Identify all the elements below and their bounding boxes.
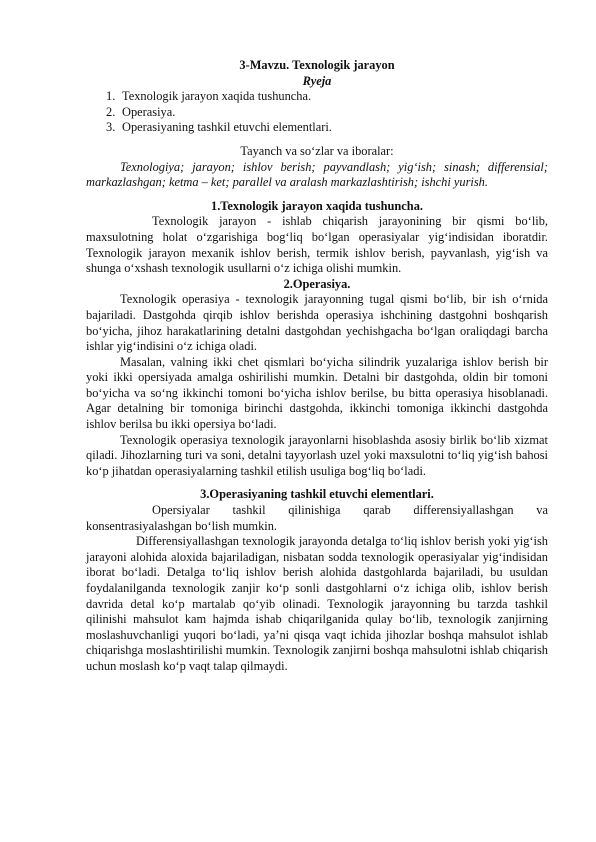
section-2-heading: 2.Operasiya.: [283, 276, 351, 291]
plan-item: 2. Operasiya.: [106, 104, 176, 119]
section-3-paragraph-1: Opersiyalar tashkil qilinishiga qarab differensiyallashgan va konsentrasiyalashgan bo‘lish mumkin.: [86, 503, 548, 533]
document-title: 3-Mavzu. Texnologik jarayon: [239, 58, 395, 72]
section-3-heading: 3.Operasiyaning tashkil etuvchi elementlari.: [200, 487, 434, 502]
keywords-heading: Tayanch va so‘zlar va iboralar:: [240, 143, 394, 158]
section-1-paragraph: Texnologik jarayon - ishlab chiqarish jarayonining bir qismi bo‘lib, maxsulotning holat o‘zgarishiga bog‘liq bo‘lgan operasiyalar yig‘indisidan iboratdir. Texnologik jarayon mexanik ishlov berish, termik ishlov berish, payvanlash, yig‘ish va shunga o‘xshash texnologik usullarni o‘z ichiga olishi mumkin.: [86, 214, 548, 276]
section-2-paragraph-2: Masalan, valning ikki chet qismlari bo‘yicha silindrik yuzalariga ishlov berish bir yoki ikki opersiyada amalga oshirilishi mumkin. Detalni bir dastgohda, oldin bir tomoni bo‘yicha va so‘ng ikkinchi tomoni bo‘yicha ishlov berilse, bu bitta operasiya hisoblanadi. Agar detalning bir tomoniga birinchi dastgohda, ikkinchi tomoniga ikkinchi dastgohda ishlov berilsa bu ikki opersiya bo‘ladi.: [86, 354, 548, 432]
section-2-paragraph-3: Texnologik operasiya texnologik jarayonlarni hisoblashda asosiy birlik bo‘lib xizmat qiladi. Jihozlarning turi va soni, detalni tayyorlash uzel yoki maxsulotni to‘liq yig‘ish bahosi ko‘p jihatdan operasiyalarning tashkil etilish usuliga bog‘liq bo‘ladi.: [86, 432, 548, 478]
section-1-heading: 1.Texnologik jarayon xaqida tushuncha.: [211, 198, 423, 213]
keywords-text: Texnologiya; jarayon; ishlov berish; payvandlash; yig‘ish; sinash; differensial; markazlashgan; ketma – ket; parallel va aralash markazlashtirish; ishchi yurish.: [86, 159, 548, 190]
plan-item: 1. Texnologik jarayon xaqida tushuncha.: [106, 89, 312, 104]
plan-list: [86, 89, 548, 136]
plan-label: Ryeja: [302, 73, 332, 88]
plan-item: 3. Operasiyaning tashkil etuvchi elementlari.: [106, 120, 332, 135]
section-2-paragraph-1: Texnologik operasiya - texnologik jarayonning tugal qismi bo‘lib, bir ish o‘rnida bajariladi. Dastgohda qirqib ishlov berishda operasiya ishchining dastgohni boshqarish bo‘yicha, jihoz harakatlarining detalni dastgohdan yechishgacha bo‘lgan oraliqdagi barcha ishlar yig‘indisini o‘z ichiga oladi.: [86, 292, 548, 354]
section-3-paragraph-2: Differensiyallashgan texnologik jarayonda detalga to‘liq ishlov berish yoki yig‘ish jarayoni alohida aloxida bajariladigan, nisbatan sodda texnologik operasiyalar yig‘indisidan iborat bo‘ladi. Detalga to‘liq ishlov berish alohida dastgohlarda bajariladi, bu usuldan foydalanilganda texnologik zanjir ko‘p sonli dastgohlarni o‘z ichiga olib, ishlov berish davrida detal ko‘p martalab qo‘yib olinadi. Texnologik jarayonning bu tarzda tashkil qilinishi mahsulot kam hajmda ishab chiqarilganida qulay bo‘lib, texnologik zanjirning moslashuvchanligi yuqori bo‘ladi, ya’ni qisqa vaqt ichida jihozlar boshqa mahsulot ishlab chiqarishga moslashtirilishi mumkin. Texnologik zanjirni boshqa mahsulotni ishlab chiqarish uchun moslash ko‘p vaqt talap qilmaydi.: [86, 534, 548, 673]
